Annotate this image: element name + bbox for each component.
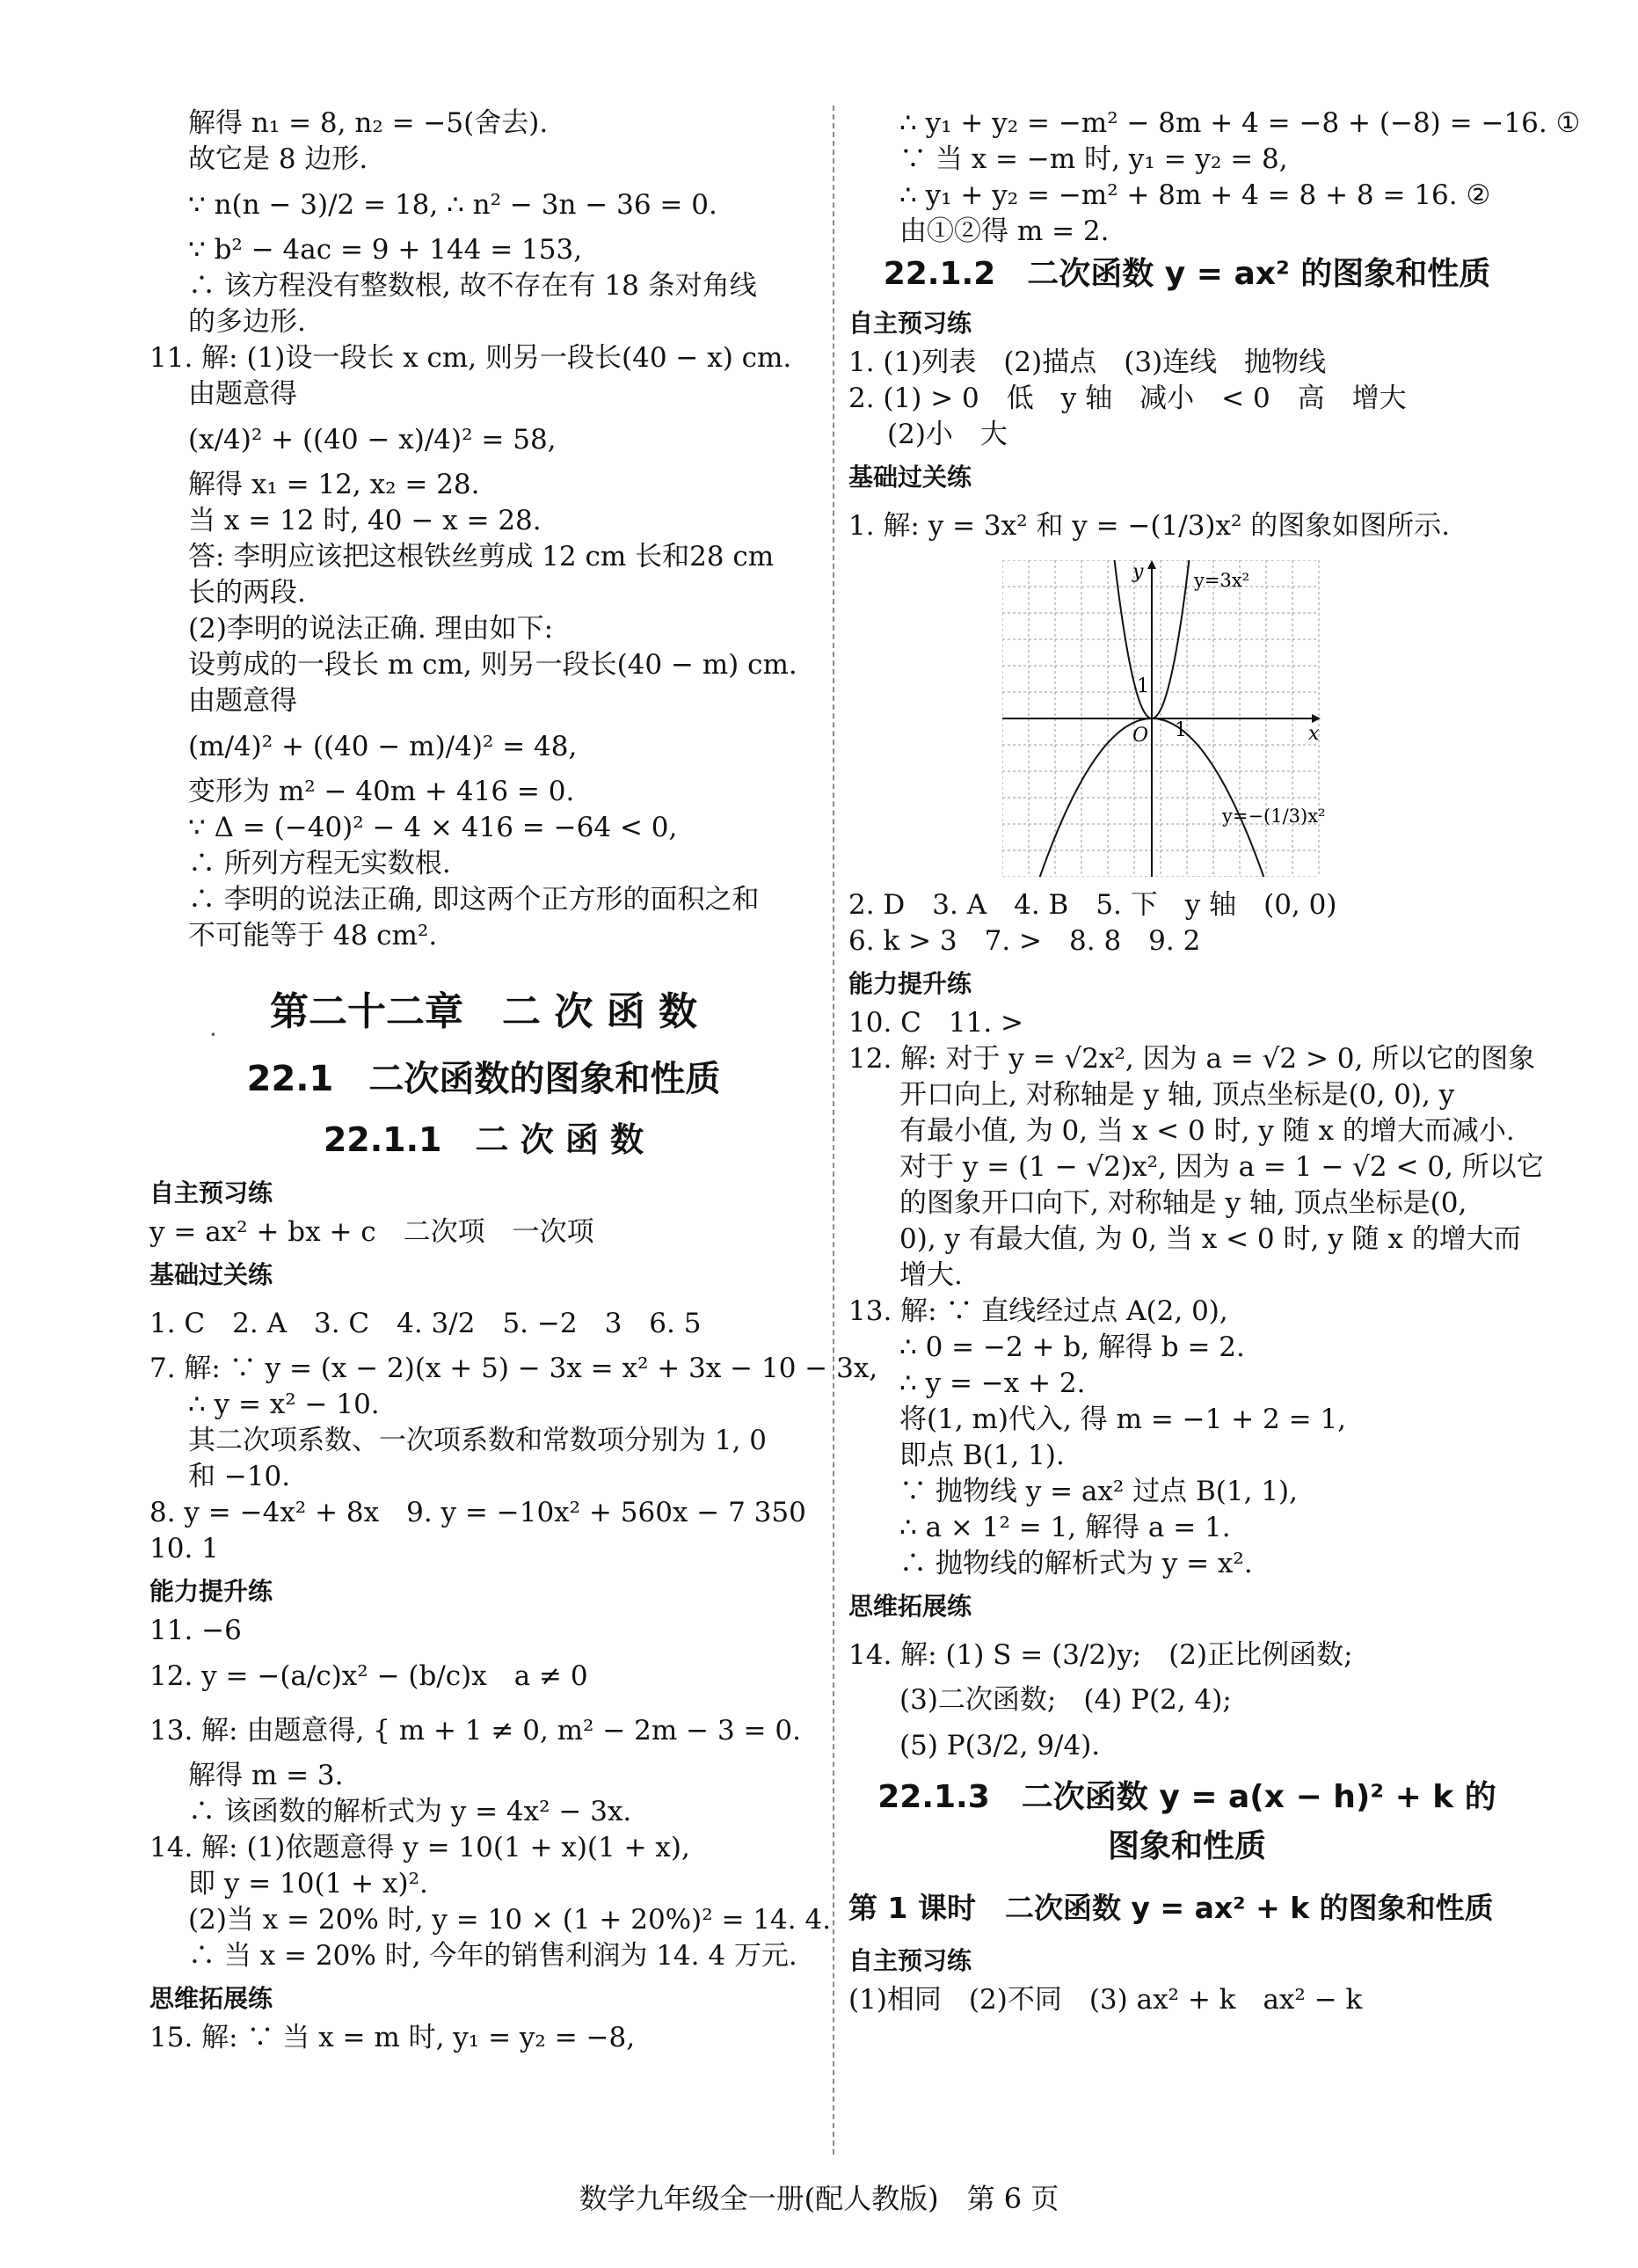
text-line: ∵ 抛物线 y = ax² 过点 B(1, 1), (899, 1476, 1298, 1507)
text-line: ∴ 抛物线的解析式为 y = x². (899, 1548, 1253, 1579)
text-line: ∴ y₁ + y₂ = −m² + 8m + 4 = 8 + 8 = 16. ② (899, 179, 1491, 211)
text-line: 当 x = 12 时, 40 − x = 28. (188, 505, 542, 536)
text-line: ∵ n(n − 3)/2 = 18, ∴ n² − 3n − 36 = 0. (188, 189, 717, 221)
text-line: 答: 李明应该把这根铁丝剪成 12 cm 长和28 cm (188, 541, 775, 572)
text-line: ∴ 该方程没有整数根, 故不存在有 18 条对角线 (188, 270, 757, 302)
text-line: 1. C 2. A 3. C 4. 3/2 5. −2 3 6. 5 (149, 1308, 702, 1339)
exercise-heading: 自主预习练 (149, 1178, 273, 1207)
parabola-graph-svg (1002, 560, 1328, 877)
text-line: 增大. (899, 1259, 963, 1291)
text-line: 解得 x₁ = 12, x₂ = 28. (188, 469, 480, 500)
text-line: 2. (1) > 0 低 y 轴 减小 < 0 高 增大 (848, 383, 1407, 414)
text-line: 由题意得 (188, 685, 297, 717)
text-line: y = ax² + bx + c 二次项 一次项 (149, 1216, 594, 1248)
text-line: (2)当 x = 20% 时, y = 10 × (1 + 20%)² = 14. 4. (188, 1904, 832, 1936)
text-line: 15. 解: ∵ 当 x = m 时, y₁ = y₂ = −8, (149, 2022, 636, 2053)
text-line: 设剪成的一段长 m cm, 则另一段长(40 − m) cm. (188, 649, 797, 681)
text-line: 1. 解: y = 3x² 和 y = −(1/3)x² 的图象如图所示. (848, 510, 1451, 542)
text-line: ∴ 0 = −2 + b, 解得 b = 2. (899, 1331, 1245, 1363)
right-column (848, 106, 1581, 2018)
text-line: (1)相同 (2)不同 (3) ax² + k ax² − k (848, 1984, 1363, 2016)
text-line: 故它是 8 边形. (188, 143, 368, 175)
text-line: 解得 m = 3. (188, 1760, 344, 1791)
text-line: 11. −6 (149, 1615, 242, 1646)
text-line: 7. 解: ∵ y = (x − 2)(x + 5) − 3x = x² + 3x − 10 − 3x, (149, 1353, 878, 1384)
text-line: ∵ Δ = (−40)² − 4 × 416 = −64 < 0, (188, 812, 678, 843)
text-line: 将(1, m)代入, 得 m = −1 + 2 = 1, (899, 1404, 1347, 1435)
text-line: 开口向上, 对称轴是 y 轴, 顶点坐标是(0, 0), y (899, 1079, 1455, 1111)
text-line: 14. 解: (1) S = (3/2)y; (2)正比例函数; (848, 1639, 1353, 1671)
text-line: (x/4)² + ((40 − x)/4)² = 58, (188, 424, 557, 456)
x-axis-label: x (1308, 723, 1320, 745)
subsection-title-cont: 图象和性质 (1107, 1828, 1266, 1864)
text-line: ∴ y = −x + 2. (899, 1367, 1086, 1399)
text-line: 由①②得 m = 2. (899, 215, 1110, 247)
margin-mark: · (209, 1020, 217, 1049)
text-line: 13. 解: 由题意得, { m + 1 ≠ 0, m² − 2m − 3 = 0. (149, 1715, 801, 1747)
text-line: ∵ b² − 4ac = 9 + 144 = 153, (188, 234, 583, 266)
parabola-graph (1002, 560, 1525, 880)
text-line: 2. D 3. A 4. B 5. 下 y 轴 (0, 0) (848, 889, 1337, 921)
text-line: 其二次项系数、一次项系数和常数项分别为 1, 0 (188, 1425, 768, 1456)
exercise-heading: 思维拓展练 (848, 1592, 972, 1621)
text-line: 变形为 m² − 40m + 416 = 0. (188, 776, 575, 807)
text-line: 12. y = −(a/c)x² − (b/c)x a ≠ 0 (149, 1660, 588, 1692)
column-divider (833, 106, 834, 2155)
text-line: ∴ 所列方程无实数根. (188, 848, 451, 879)
left-column (149, 106, 878, 2056)
y-axis-label: y (1132, 561, 1144, 583)
text-line: (2)小 大 (887, 419, 1008, 450)
page-footer: 数学九年级全一册(配人教版) 第 6 页 (579, 2182, 1059, 2215)
curve1-label: y=3x² (1194, 570, 1250, 591)
subsection-title: 22.1.3 二次函数 y = a(x − h)² + k 的 (877, 1779, 1496, 1815)
text-line: ∴ 当 x = 20% 时, 今年的销售利润为 14. 4 万元. (188, 1940, 797, 1972)
text-line: 8. y = −4x² + 8x 9. y = −10x² + 560x − 7 350 (149, 1497, 806, 1528)
text-line: (5) P(3/2, 9/4). (899, 1730, 1101, 1761)
exercise-heading: 思维拓展练 (149, 1984, 273, 2013)
text-line: ∵ 当 x = −m 时, y₁ = y₂ = 8, (899, 143, 1288, 175)
text-line: (m/4)² + ((40 − m)/4)² = 48, (188, 731, 578, 762)
text-line: ∴ y₁ + y₂ = −m² − 8m + 4 = −8 + (−8) = −16. ① (899, 107, 1581, 139)
text-line: 14. 解: (1)依题意得 y = 10(1 + x)(1 + x), (149, 1832, 690, 1863)
exercise-heading: 自主预习练 (848, 309, 972, 338)
text-line: 0), y 有最大值, 为 0, 当 x < 0 时, y 随 x 的增大而 (899, 1223, 1521, 1255)
text-line: 10. C 11. > (848, 1007, 1024, 1039)
exercise-heading: 能力提升练 (848, 969, 972, 998)
subsection-title: 22.1.1 二 次 函 数 (323, 1120, 644, 1159)
text-line: 和 −10. (188, 1461, 291, 1492)
exercise-heading: 能力提升练 (149, 1577, 273, 1606)
text-line: 的多边形. (188, 306, 306, 338)
text-line: ∴ 该函数的解析式为 y = 4x² − 3x. (188, 1796, 632, 1827)
section-title: 22.1 二次函数的图象和性质 (246, 1059, 721, 1099)
y-axis-arrow-icon (1147, 560, 1156, 569)
text-line: 10. 1 (149, 1533, 219, 1564)
exercise-heading: 基础过关练 (149, 1260, 273, 1289)
text-line: ∴ a × 1² = 1, 解得 a = 1. (899, 1512, 1231, 1543)
lesson-title: 第 1 课时 二次函数 y = ax² + k 的图象和性质 (848, 1891, 1494, 1925)
chapter-title: 第二十二章 二 次 函 数 (270, 989, 697, 1034)
text-line: 即点 B(1, 1). (899, 1440, 1065, 1471)
curve2-label: y=−(1/3)x² (1222, 806, 1326, 827)
text-line: (3)二次函数; (4) P(2, 4); (899, 1684, 1232, 1716)
x-tick-label: 1 (1175, 719, 1187, 741)
exercise-heading: 基础过关练 (848, 463, 972, 492)
text-line: ∴ 李明的说法正确, 即这两个正方形的面积之和 (188, 884, 760, 915)
exercise-heading: 自主预习练 (848, 1946, 972, 1975)
text-line: 有最小值, 为 0, 当 x < 0 时, y 随 x 的增大而减小. (899, 1115, 1515, 1147)
text-line: 的图象开口向下, 对称轴是 y 轴, 顶点坐标是(0, (899, 1187, 1467, 1219)
text-line: 13. 解: ∵ 直线经过点 A(2, 0), (848, 1295, 1228, 1327)
text-line: 由题意得 (188, 378, 297, 410)
text-line: 即 y = 10(1 + x)². (188, 1868, 428, 1900)
text-line: 1. (1)列表 (2)描点 (3)连线 抛物线 (848, 346, 1327, 378)
subsection-title: 22.1.2 二次函数 y = ax² 的图象和性质 (883, 256, 1491, 292)
y-tick-label: 1 (1137, 675, 1149, 697)
text-line: 12. 解: 对于 y = √2x², 因为 a = √2 > 0, 所以它的图象 (848, 1043, 1536, 1075)
origin-label: O (1132, 725, 1149, 747)
text-line: ∴ y = x² − 10. (188, 1389, 380, 1420)
text-line: (2)李明的说法正确. 理由如下: (188, 613, 554, 645)
text-line: 不可能等于 48 cm². (188, 920, 438, 952)
text-line: 11. 解: (1)设一段长 x cm, 则另一段长(40 − x) cm. (149, 342, 792, 374)
text-line: 长的两段. (188, 577, 306, 609)
text-line: 解得 n₁ = 8, n₂ = −5(舍去). (188, 107, 549, 139)
text-line: 对于 y = (1 − √2)x², 因为 a = 1 − √2 < 0, 所以它 (899, 1151, 1544, 1183)
text-line: 6. k > 3 7. > 8. 8 9. 2 (848, 925, 1201, 957)
